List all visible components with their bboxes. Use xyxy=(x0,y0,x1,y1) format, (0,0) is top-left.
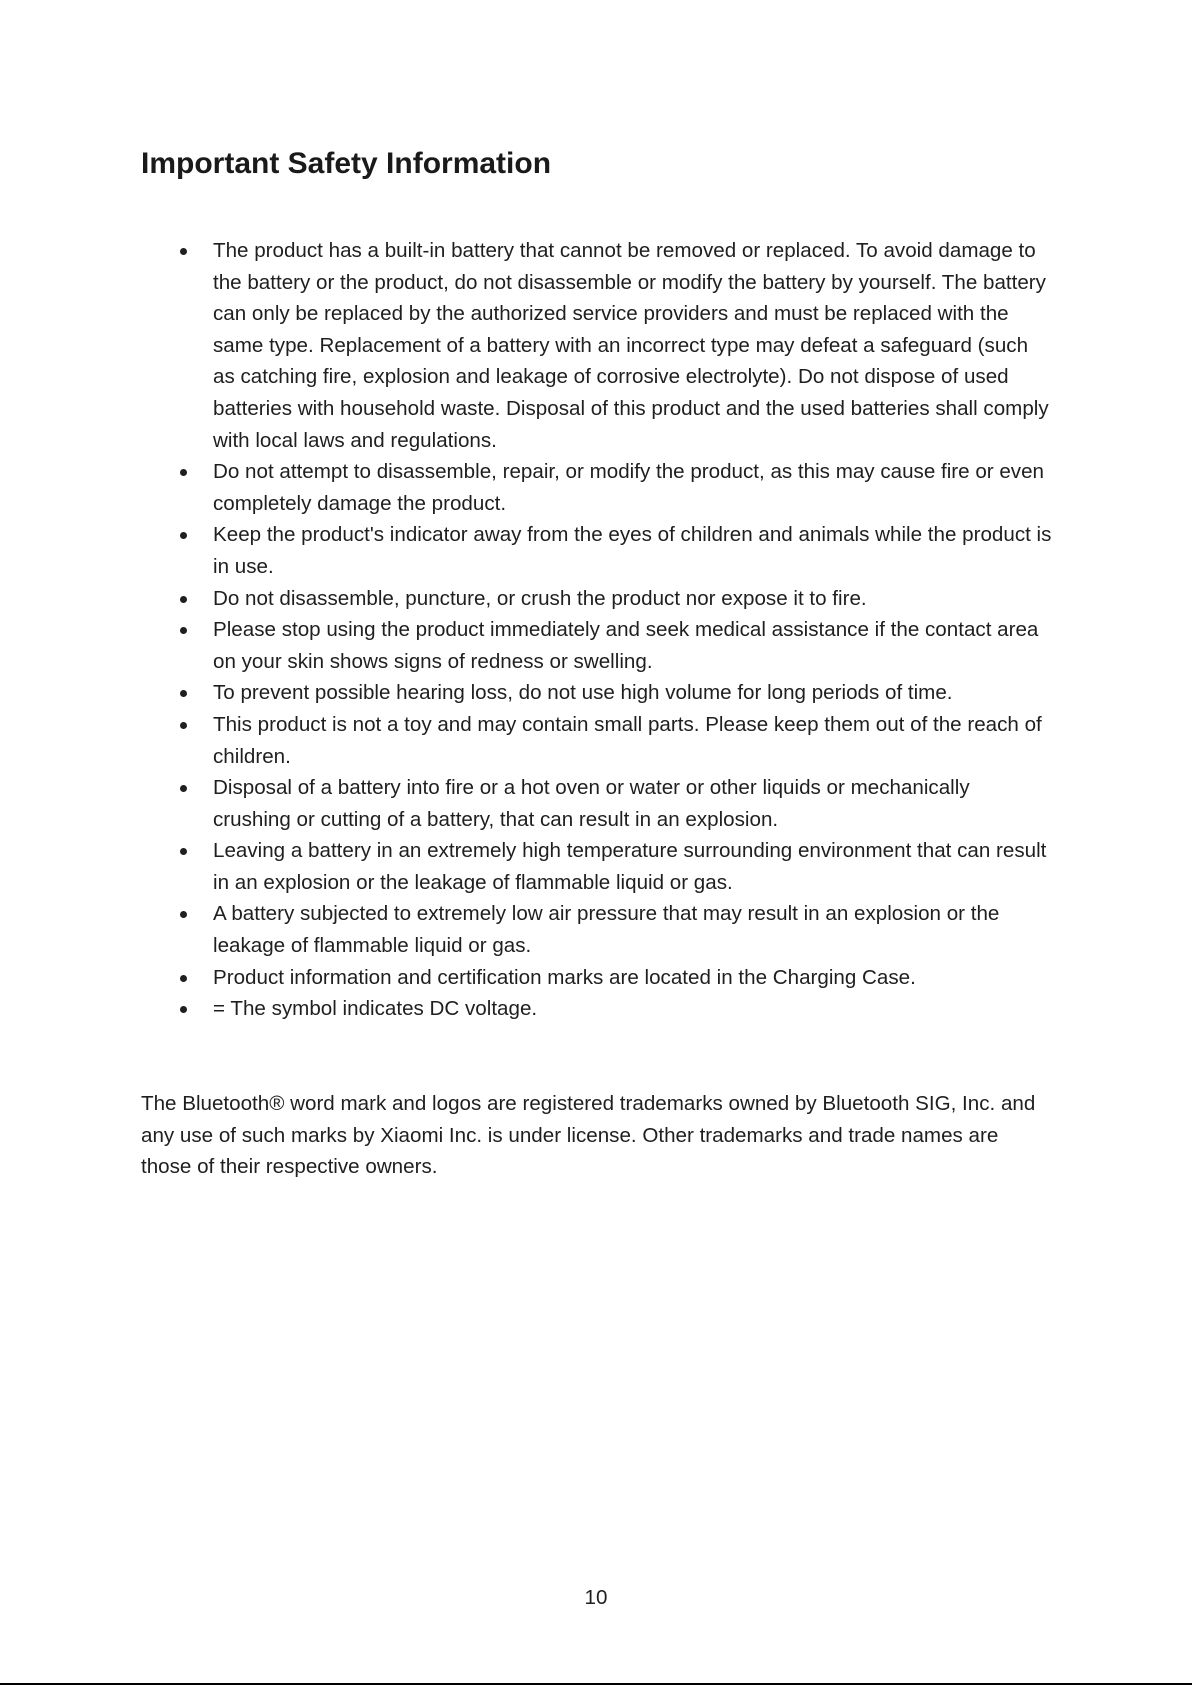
bullet-icon xyxy=(180,469,187,476)
bullet-icon xyxy=(180,1006,187,1013)
bullet-icon xyxy=(180,911,187,918)
list-item-text: This product is not a toy and may contain small parts. Please keep them out of the reach of children. xyxy=(213,712,1042,768)
bullet-icon xyxy=(180,848,187,855)
list-item xyxy=(173,519,1053,582)
list-item xyxy=(173,614,1053,677)
bullet-icon xyxy=(180,596,187,603)
safety-list xyxy=(173,235,1053,1025)
page-title: Important Safety Information xyxy=(141,147,552,180)
list-item xyxy=(173,709,1053,772)
list-item-text: Disposal of a battery into fire or a hot oven or water or other liquids or mechanically crushing or cutting of a battery, that can result in an explosion. xyxy=(213,776,970,831)
list-item xyxy=(173,677,1053,709)
list-item-text: Please stop using the product immediately and seek medical assistance if the contact area on your skin shows signs of redness or swelling. xyxy=(213,618,1039,673)
bullet-icon xyxy=(180,532,187,539)
bullet-icon xyxy=(180,690,187,697)
list-item xyxy=(173,962,1053,994)
list-item-text: To prevent possible hearing loss, do not use high volume for long periods of time. xyxy=(213,681,953,705)
list-item xyxy=(173,835,1053,898)
list-item-text: = The symbol indicates DC voltage. xyxy=(213,997,538,1021)
bullet-icon xyxy=(180,722,187,729)
list-item-text: The product has a built-in battery that cannot be removed or replaced. To avoid damage to the battery or the product, do not disassemble or modify the battery by yourself. The battery can only be replaced by the authorized service providers and must be replaced with the same type. Replacement of a battery with an incorrect type may defeat a safeguard (such as catching fire, explosion and leakage of corrosive electrolyte). Do not dispose of used batteries with household waste. Disposal of this product and the used batteries shall comply with local laws and regulations. xyxy=(213,239,1049,452)
list-item-text: Product information and certification marks are located in the Charging Case. xyxy=(213,965,916,989)
bullet-icon xyxy=(180,627,187,634)
list-item-text: Do not disassemble, puncture, or crush the product nor expose it to fire. xyxy=(213,586,867,610)
list-item-text: A battery subjected to extremely low air pressure that may result in an explosion or the leakage of flammable liquid or gas. xyxy=(213,902,1000,958)
list-item xyxy=(173,993,1053,1025)
page-number: 10 xyxy=(584,1586,608,1609)
trademark-notice: The Bluetooth® word mark and logos are registered trademarks owned by Bluetooth SIG, Inc. and any use of such marks by Xiaomi Inc. is under license. Other trademarks and trade names are those of their respective owners. xyxy=(141,1092,1036,1179)
list-item-text: Leaving a battery in an extremely high temperature surrounding environment that can result in an explosion or the leakage of flammable liquid or gas. xyxy=(213,839,1047,894)
list-item-text: Keep the product's indicator away from the eyes of children and animals while the product is in use. xyxy=(213,523,1052,578)
list-item xyxy=(173,583,1053,615)
list-item xyxy=(173,235,1053,456)
bullet-icon xyxy=(180,248,187,255)
bullet-icon xyxy=(180,785,187,792)
bullet-icon xyxy=(180,975,187,982)
list-item xyxy=(173,898,1053,961)
list-item-text: Do not attempt to disassemble, repair, or modify the product, as this may cause fire or even completely damage the product. xyxy=(213,460,1045,515)
list-item xyxy=(173,772,1053,835)
list-item xyxy=(173,456,1053,519)
